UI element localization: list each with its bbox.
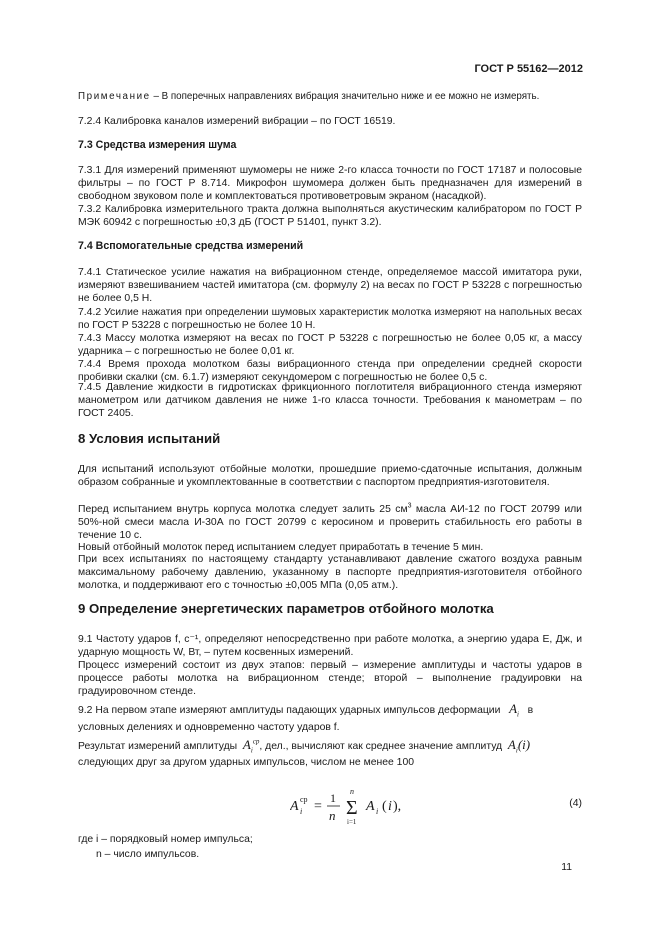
note: [78, 90, 582, 103]
svg-text:=: =: [314, 799, 322, 814]
svg-text:A: A: [366, 799, 375, 814]
svg-text:ср: ср: [300, 795, 308, 804]
svg-text:i: i: [300, 807, 303, 816]
standard-header: ГОСТ Р 55162—2012: [474, 63, 583, 75]
paragraph-7-4-3: 7.4.3 Массу молотка измеряют на весах по ГОСТ Р 53228 с погрешностью не более 0,05 кг, а массу ударника – с погрешностью не более 0,01 кг.: [78, 333, 582, 358]
paragraph-9-1: 9.1 Частоту ударов f, с⁻¹, определяют непосредственно при работе молотка, а энергию удара E, Дж, и ударную мощность W, Вт, – путем косвенных измерений.: [78, 634, 582, 659]
svg-text:Σ: Σ: [346, 797, 358, 819]
svg-text:i: i: [376, 807, 379, 816]
svg-text:(: (: [382, 799, 387, 814]
note-label: Примечание: [78, 91, 151, 102]
paragraph-7-2-4: 7.2.4 Калибровка каналов измерений вибрации – по ГОСТ 16519.: [78, 116, 396, 127]
paragraph-9-2-result: Результат измерений амплитуды $A_i^{ср}$, дел., вычисляют как среднее значение амплитуд $A_i(i)$ следующих друг за другом ударных импульсов, числом не менее 100: [78, 737, 531, 769]
where-line-2: n – число импульсов.: [96, 849, 200, 860]
svg-text:A: A: [290, 799, 299, 814]
paragraph-9-1-b: Процесс измерений состоит из двух этапов: первый – измерение амплитуды и частоты ударов в процессе работы молотка на вибрационном стенде; второй – выполнение градуировки на градуировочном стенде.: [78, 660, 582, 698]
paragraph-8-b: Перед испытанием внутрь корпуса молотка следует залить 25 $см^3$ масла АИ-12 по ГОСТ 20799 или 50%-ной смеси масла И-30А по ГОСТ 20799 с керосином и проверить стабильность его работы в течение 10 с.: [78, 502, 582, 542]
paragraph-7-4-4: 7.4.4 Время прохода молотком базы вибрационного стенда при определении средней скорости пробивки скалки (см. 6.1.7) измеряют секундомером с погрешностью не более 0,5 с.: [78, 359, 582, 384]
section-heading-9: 9 Определение энергетических параметров отбойного молотка: [78, 601, 494, 616]
paragraph-7-4-5: 7.4.5 Давление жидкости в гидротисках фрикционного поглотителя вибрационного стенда измеряют манометром или датчиком давления не ниже 1-го класса точности. Требования к манометрам – по ГОСТ 2405.: [78, 382, 582, 420]
formula-number: (4): [569, 798, 582, 809]
paragraph-8-c: Новый отбойный молоток перед испытанием следует приработать в течение 5 мин.: [78, 542, 484, 553]
paragraph-7-4-1: 7.4.1 Статическое усилие нажатия на вибрационном стенде, определяемое массой имитатора руки, измеряют взвешиванием частей имитатора (см. формулу 2) на весах по ГОСТ Р 53228 с погрешностью не более 0,5 Н.: [78, 267, 582, 305]
svg-text:),: ),: [393, 799, 402, 814]
svg-text:1: 1: [330, 791, 336, 805]
svg-text:n: n: [329, 808, 336, 823]
note-text: – В поперечных направлениях вибрация значительно ниже и ее можно не измерять.: [150, 91, 540, 102]
where-line-1: где i – порядковый номер импульса;: [78, 834, 253, 845]
formula-4: [290, 780, 460, 832]
section-heading-7-3: 7.3 Средства измерения шума: [78, 139, 237, 151]
paragraph-7-3-2: 7.3.2 Калибровка измерительного тракта должна выполняться акустическим калибратором по ГОСТ Р МЭК 60942 с погрешностью ±0,3 дБ (ГОСТ Р 51401, пункт 3.2).: [78, 204, 582, 229]
svg-text:i: i: [388, 799, 392, 814]
svg-text:i=1: i=1: [347, 818, 357, 826]
paragraph-9-2: 9.2 На первом этапе измеряют амплитуды падающих ударных импульсов деформации $A_i$ в условных делениях и одновременно частоту ударов f.: [78, 701, 534, 734]
paragraph-8-a: Для испытаний используют отбойные молотки, прошедшие приемо-сдаточные испытания, должным образом собранные и укомплектованные в соответствии с паспортом предприятия-изготовителя.: [78, 464, 582, 489]
paragraph-7-4-2: 7.4.2 Усилие нажатия при определении шумовых характеристик молотка измеряют на напольных весах по ГОСТ Р 53228 с погрешностью не более 10 Н.: [78, 307, 582, 332]
svg-text:n: n: [350, 787, 354, 796]
section-heading-8: 8 Условия испытаний: [78, 431, 221, 446]
paragraph-8-d: При всех испытаниях по настоящему стандарту устанавливают давление сжатого воздуха равным максимальному рабочему давлению, указанному в паспорте предприятия-изготовителя отбойного молотка, и поддерживают его с точностью ±0,005 МПа (0,05 атм.).: [78, 554, 582, 592]
formula-graphic: [290, 780, 460, 830]
paragraph-7-3-1: 7.3.1 Для измерений применяют шумомеры не ниже 2-го класса точности по ГОСТ 17187 и полосовые фильтры – по ГОСТ Р 8.714. Микрофон шумомера должен быть предназначен для измерений в свободном звуковом поле и комплектоваться противоветровым экраном (насадкой).: [78, 165, 582, 203]
page-number: 11: [561, 862, 572, 873]
section-heading-7-4: 7.4 Вспомогательные средства измерений: [78, 240, 304, 252]
